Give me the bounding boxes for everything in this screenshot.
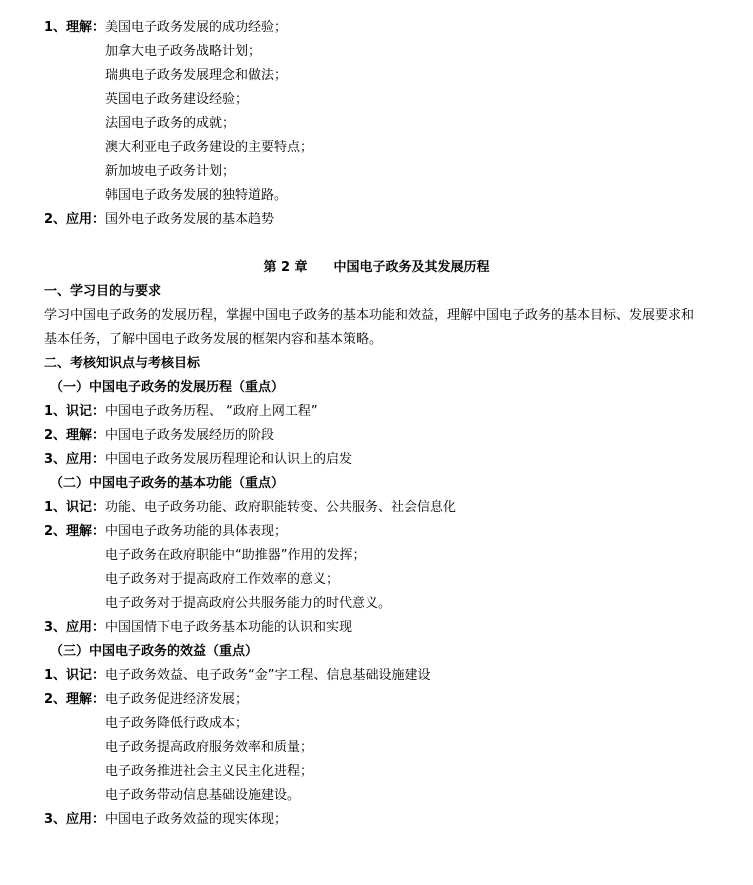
ch1-item1-text: 美国电子政务发展的成功经验；	[105, 20, 288, 35]
ch1-item2-label: 2、应用：	[44, 212, 106, 227]
subsection-heading-text: （三）中国电子政务的效益（重点）	[50, 644, 259, 659]
item-text: 电子政务促进经济发展；	[105, 692, 249, 707]
item-text: 中国电子政务历程、 “政府上网工程”	[105, 404, 318, 419]
list-item-text: 新加坡电子政务计划；	[105, 164, 236, 179]
ch1-item2-text: 国外电子政务发展的基本趋势	[105, 212, 275, 227]
subsection-heading-text: （一）中国电子政务的发展历程（重点）	[50, 380, 285, 395]
item-label: 1、识记：	[44, 668, 106, 683]
item-label: 2、理解：	[44, 692, 106, 707]
item-label: 1、识记：	[44, 500, 106, 515]
item-text: 中国国情下电子政务基本功能的认识和实现	[105, 620, 353, 635]
item-text: 中国电子政务功能的具体表现；	[105, 524, 288, 539]
list-item-text: 电子政务提高政府服务效率和质量；	[105, 740, 314, 755]
item-text: 功能、电子政务功能、政府职能转变、公共服务、社会信息化	[105, 500, 457, 515]
item-label: 2、理解：	[44, 524, 106, 539]
item-label: 3、应用：	[44, 452, 106, 467]
list-item-text: 电子政务对于提高政府工作效率的意义；	[105, 572, 340, 587]
chapter-title	[0, 256, 753, 280]
item-label: 1、识记：	[44, 404, 106, 419]
item-label: 3、应用：	[44, 812, 106, 827]
item-text: 中国电子政务效益的现实体现；	[105, 812, 288, 827]
list-item-text: 电子政务推进社会主义民主化进程；	[105, 764, 314, 779]
section-heading-text: 二、考核知识点与考核目标	[44, 356, 201, 371]
ch1-item1-label: 1、理解：	[44, 20, 106, 35]
item-text: 中国电子政务发展经历的阶段	[105, 428, 275, 443]
list-item-text: 电子政务在政府职能中“助推器”作用的发挥；	[105, 548, 366, 563]
list-item-text: 瑞典电子政务发展理念和做法；	[105, 68, 288, 83]
list-item-text: 澳大利亚电子政务建设的主要特点；	[105, 140, 314, 155]
list-item-text: 加拿大电子政务战略计划；	[105, 44, 262, 59]
item-label: 2、理解：	[44, 428, 106, 443]
paragraph-text: 基本任务，了解中国电子政务发展的框架内容和基本策略。	[44, 332, 383, 347]
section-heading-text: 一、学习目的与要求	[44, 284, 162, 299]
item-label: 3、应用：	[44, 620, 106, 635]
subsection-heading-text: （二）中国电子政务的基本功能（重点）	[50, 476, 285, 491]
item-text: 中国电子政务发展历程理论和认识上的启发	[105, 452, 353, 467]
paragraph-text: 学习中国电子政务的发展历程，掌握中国电子政务的基本功能和效益，理解中国电子政务的基本目标、发展要求和	[44, 308, 695, 323]
list-item-text: 韩国电子政务发展的独特道路。	[105, 188, 288, 203]
list-item-text: 电子政务对于提高政府公共服务能力的时代意义。	[105, 596, 392, 611]
list-item-text: 英国电子政务建设经验；	[105, 92, 249, 107]
item-text: 电子政务效益、电子政务“金”字工程、信息基础设施建设	[105, 668, 431, 683]
chapter-name: 中国电子政务及其发展历程	[333, 260, 490, 275]
chapter-number: 第 2 章	[263, 260, 308, 275]
list-item-text: 法国电子政务的成就；	[105, 116, 236, 131]
list-item-text: 电子政务带动信息基础设施建设。	[105, 788, 301, 803]
list-item-text: 电子政务降低行政成本；	[105, 716, 249, 731]
